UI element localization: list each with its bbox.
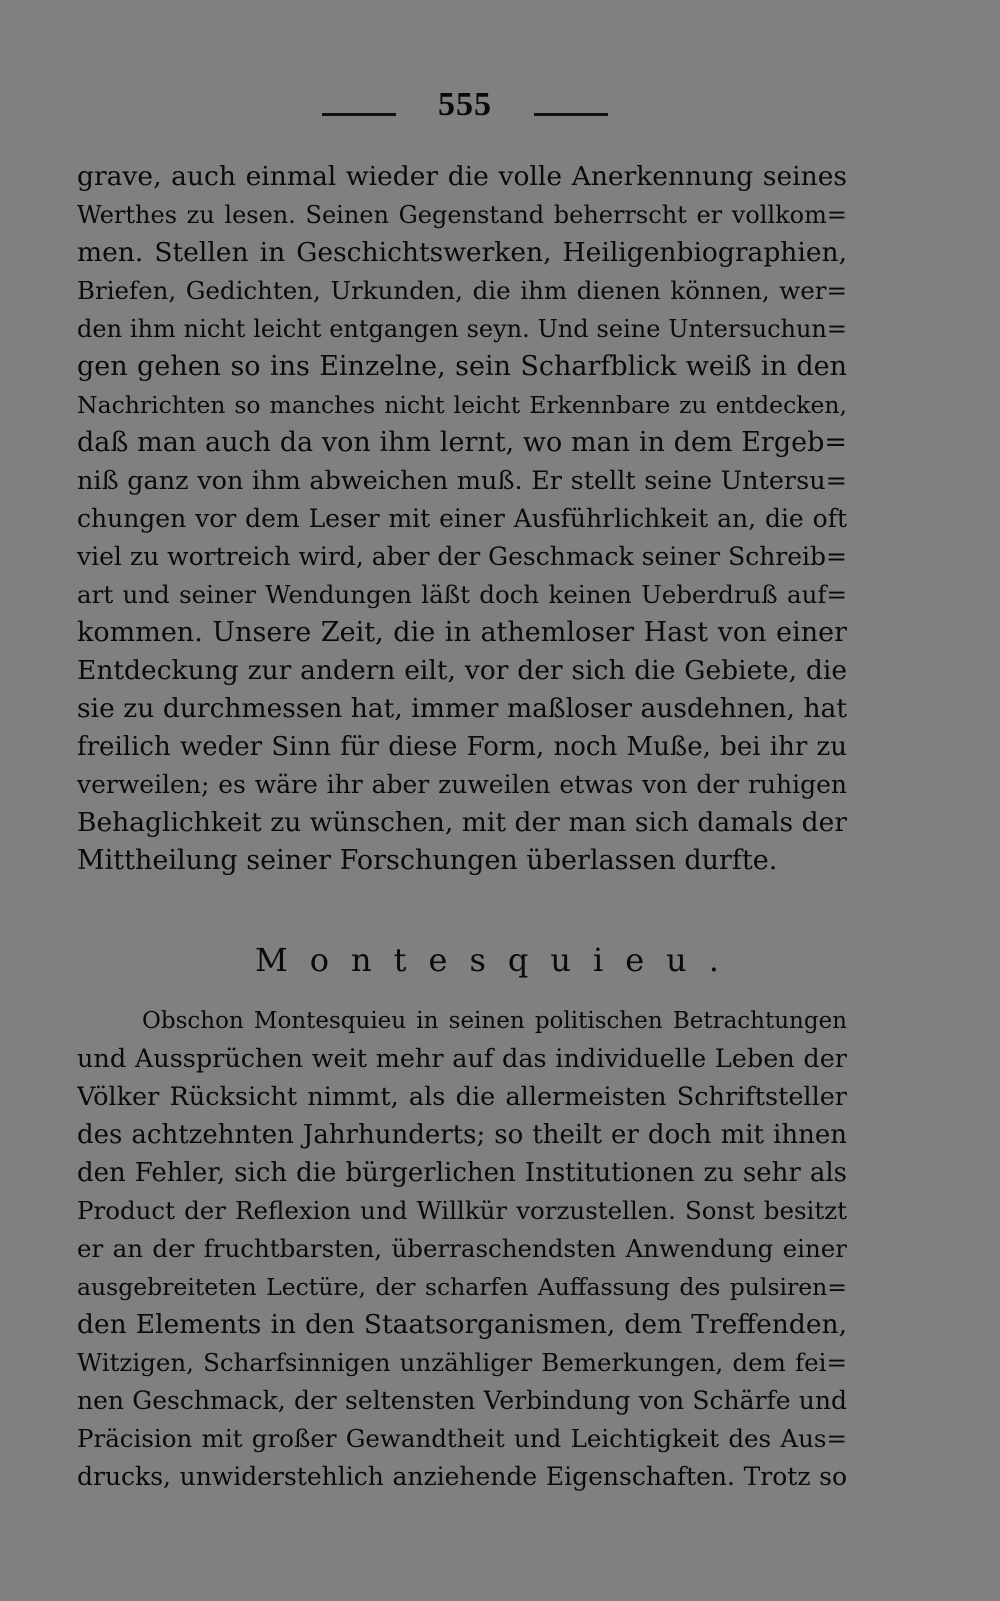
header-rule-left bbox=[322, 113, 396, 116]
text-line: chungen vor dem Leser mit einer Ausführlichkeit an, die oft bbox=[77, 504, 847, 533]
text-line: men. Stellen in Geschichtswerken, Heiligenbiographien, bbox=[77, 237, 847, 268]
text-line: viel zu wortreich wird, aber der Geschmack seiner Schreib= bbox=[77, 542, 847, 571]
text-line: er an der fruchtbarsten, überraschendsten Anwendung einer bbox=[77, 1234, 847, 1263]
text-line: Briefen, Gedichten, Urkunden, die ihm dienen können, wer= bbox=[77, 276, 847, 305]
text-line: sie zu durchmessen hat, immer maßloser ausdehnen, hat bbox=[77, 693, 847, 724]
text-line: gen gehen so ins Einzelne, sein Scharfblick weiß in den bbox=[77, 351, 847, 382]
text-line: und Aussprüchen weit mehr auf das individuelle Leben der bbox=[77, 1044, 847, 1074]
text-line: kommen. Unsere Zeit, die in athemloser Hast von einer bbox=[77, 617, 847, 648]
text-line: des achtzehnten Jahrhunderts; so theilt er doch mit ihnen bbox=[77, 1120, 847, 1150]
text-line: Witzigen, Scharfsinnigen unzähliger Bemerkungen, dem fei= bbox=[77, 1348, 847, 1377]
text-line: ausgebreiteten Lectüre, der scharfen Auffassung des pulsiren= bbox=[77, 1273, 847, 1301]
text-line: nen Geschmack, der seltensten Verbindung von Schärfe und bbox=[77, 1386, 847, 1415]
text-line: verweilen; es wäre ihr aber zuweilen etwas von der ruhigen bbox=[77, 770, 847, 799]
text-line: Werthes zu lesen. Seinen Gegenstand beherrscht er vollkom= bbox=[77, 201, 847, 229]
text-line: Behaglichkeit zu wünschen, mit der man sich damals der bbox=[77, 807, 847, 838]
text-line: den Elements in den Staatsorganismen, dem Treffenden, bbox=[77, 1309, 847, 1340]
page-header bbox=[0, 86, 1000, 136]
text-line: Product der Reflexion und Willkür vorzustellen. Sonst besitzt bbox=[77, 1196, 847, 1225]
text-line: daß man auch da von ihm lernt, wo man in dem Ergeb= bbox=[77, 427, 847, 458]
text-line: Völker Rücksicht nimmt, als die allermeisten Schriftsteller bbox=[77, 1082, 847, 1112]
page-number: 555 bbox=[438, 86, 492, 123]
text-line: niß ganz von ihm abweichen muß. Er stellt seine Untersu= bbox=[77, 466, 847, 496]
header-rule-right bbox=[534, 113, 608, 116]
text-line: den ihm nicht leicht entgangen seyn. Und seine Untersuchun= bbox=[77, 315, 847, 343]
text-line: Entdeckung zur andern eilt, vor der sich die Gebiete, die bbox=[77, 655, 847, 686]
text-line: Mittheilung seiner Forschungen überlassen durfte. bbox=[77, 845, 778, 876]
text-line: Obschon Montesquieu in seinen politischen Betrachtungen bbox=[142, 1008, 847, 1034]
text-line: Nachrichten so manches nicht leicht Erkennbare zu entdecken, bbox=[77, 391, 847, 419]
text-line: Präcision mit großer Gewandtheit und Leichtigkeit des Aus= bbox=[77, 1424, 847, 1453]
text-line: den Fehler, sich die bürgerlichen Institutionen zu sehr als bbox=[77, 1158, 847, 1188]
text-line: freilich weder Sinn für diese Form, noch Muße, bei ihr zu bbox=[77, 732, 847, 762]
section-title: Montesquieu. bbox=[255, 941, 741, 979]
text-line: grave, auch einmal wieder die volle Anerkennung seines bbox=[77, 161, 847, 192]
text-line: drucks, unwiderstehlich anziehende Eigenschaften. Trotz so bbox=[77, 1462, 847, 1491]
text-line: art und seiner Wendungen läßt doch keinen Ueberdruß auf= bbox=[77, 580, 847, 609]
